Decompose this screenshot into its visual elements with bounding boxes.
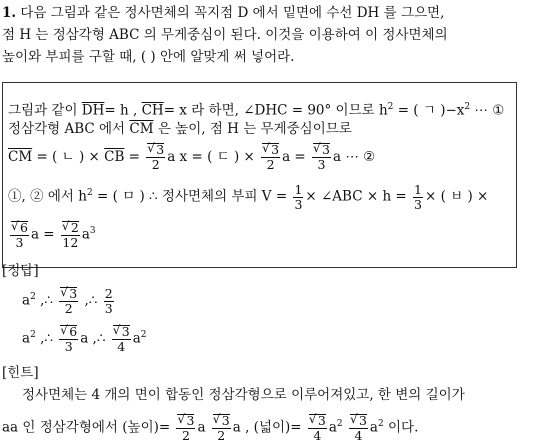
box-text: = ( ㅁ ) ∴ 정사면체의 부피 V = (92, 188, 288, 205)
denominator: 3 (414, 196, 422, 212)
denominator: 2 (64, 300, 73, 316)
fraction (413, 183, 423, 212)
box-text: = ( ㄴ ) × (32, 149, 100, 165)
denominator: 4 (354, 427, 363, 443)
sqrt: √ 3 (350, 414, 367, 427)
answer-text: ,∴ (80, 292, 98, 309)
exponent: 2 (30, 330, 36, 340)
fraction (308, 414, 327, 443)
fraction (61, 221, 80, 250)
sqrt: √ 2 (62, 221, 79, 234)
box-text: a x = ( ㄷ ) × (167, 149, 255, 165)
sqrt: √ 3 (309, 414, 326, 427)
question-line-3: 높이와 부피를 구할 때, ( ) 안에 알맞게 써 넣어라. (2, 49, 295, 65)
hint-title: [힌트] (2, 365, 39, 381)
exponent: 3 (89, 226, 96, 236)
sqrt: √ 3 (313, 143, 330, 156)
answer-text: ,∴ (35, 330, 53, 347)
exponent: 2 (464, 102, 471, 112)
denominator: 4 (117, 338, 126, 354)
box-text: a (81, 226, 90, 243)
sqrt: √ 3 (213, 414, 230, 427)
fraction (212, 414, 231, 443)
denominator: 3 (15, 234, 24, 250)
box-text: × ( ㅂ ) × (425, 188, 489, 205)
answer-text: a ,∴ (80, 330, 106, 347)
denominator: 3 (104, 300, 113, 316)
exponent: 2 (336, 419, 343, 429)
denominator: 12 (62, 234, 79, 250)
answer-text: a (132, 330, 141, 347)
box-text: ⋯ ① (470, 102, 505, 119)
box-text: a = (30, 226, 55, 243)
fraction (293, 183, 303, 212)
fraction (104, 287, 114, 316)
sqrt: √ 3 (262, 143, 279, 156)
fraction (146, 143, 165, 172)
sqrt: √ 3 (177, 414, 194, 427)
answer-row-2 (22, 318, 147, 356)
fraction (112, 325, 131, 354)
box-line-3 (8, 140, 375, 174)
hint-text: a (328, 419, 337, 436)
exponent: 2 (140, 330, 147, 340)
box-text: 정삼각형 ABC 에서 (8, 121, 126, 137)
fraction (59, 287, 78, 316)
hint-text: a , (넓이)= (232, 419, 302, 436)
question-number: 1. (2, 5, 17, 21)
hint-text: aa 인 정삼각형에서 (높이)= (2, 419, 171, 436)
hint-line-1: 정사면체는 4 개의 면이 합동인 정삼각형으로 이루어져있고, 한 변의 길이가 (22, 387, 465, 403)
box-line-5 (8, 214, 96, 252)
box-text: ①, ② 에서 h (8, 188, 87, 205)
hint-text: a (197, 419, 206, 436)
hint-text: a (369, 419, 378, 436)
answer-text: a (22, 330, 31, 347)
denominator: 2 (181, 427, 190, 443)
numerator: 1 (294, 181, 303, 197)
sqrt: √ 6 (11, 221, 28, 234)
box-text: = (124, 149, 140, 165)
hint-text: 이다. (383, 419, 419, 436)
box-line-4 (8, 176, 488, 214)
sqrt: √ 6 (60, 325, 77, 338)
box-text: = ( ㄱ )−x (393, 102, 465, 119)
exponent: 2 (387, 102, 394, 112)
answer-row-1 (22, 280, 116, 318)
box-text: 은 높이, 점 H 는 무게중심이므로 (157, 121, 352, 137)
box-text: = x 라 하면, ∠DHC = 90° 이므로 h (163, 102, 388, 119)
answer-text: ,∴ (35, 292, 53, 309)
denominator: 3 (64, 338, 73, 354)
fraction (59, 325, 78, 354)
sqrt: √ 3 (60, 287, 77, 300)
box-text: = h , (104, 102, 138, 119)
exponent: 2 (86, 188, 93, 198)
fraction (349, 414, 368, 443)
numerator: 1 (414, 181, 422, 197)
exponent: 2 (377, 419, 384, 429)
question-line-1 (2, 4, 444, 22)
fraction (312, 143, 331, 172)
box-text: a = (282, 149, 306, 165)
denominator: 2 (266, 157, 275, 172)
fraction (10, 221, 29, 250)
segment-cb: $\overline{CB}$ (104, 149, 125, 165)
denominator: 2 (151, 157, 160, 172)
box-text: a ⋯ ② (332, 149, 376, 165)
segment-cm: $\overline{CM}$ (8, 149, 33, 165)
denominator: 4 (313, 427, 322, 443)
denominator: 2 (217, 427, 226, 443)
box-text: × ∠ABC × h = (305, 188, 407, 205)
answer-text: a (22, 292, 31, 309)
segment-ch: $\overline{CH}$ (141, 102, 164, 119)
fraction (176, 414, 195, 443)
numerator: 2 (104, 285, 113, 301)
question-text-1: 다음 그림과 같은 정사면체의 꼭지점 D 에서 밑면에 수선 DH 를 그으면, (20, 5, 445, 21)
sqrt: √ 3 (147, 143, 164, 156)
box-line-2 (8, 120, 352, 138)
answer-title: [정답] (2, 263, 39, 279)
question-line-2: 점 H 는 정삼각형 ABC 의 무게중심이 된다. 이것을 이용하여 이 정사면체의 (2, 27, 448, 43)
exponent: 2 (30, 292, 36, 302)
sqrt: √ 3 (113, 325, 130, 338)
box-text: 그림과 같이 (8, 102, 78, 119)
denominator: 3 (317, 157, 326, 172)
segment-dh: $\overline{DH}$ (81, 102, 105, 119)
hint-line-2 (2, 404, 418, 448)
fraction (261, 143, 280, 172)
box-line-1 (8, 98, 504, 120)
segment-cm: $\overline{CM}$ (129, 121, 154, 137)
denominator: 3 (294, 196, 303, 212)
